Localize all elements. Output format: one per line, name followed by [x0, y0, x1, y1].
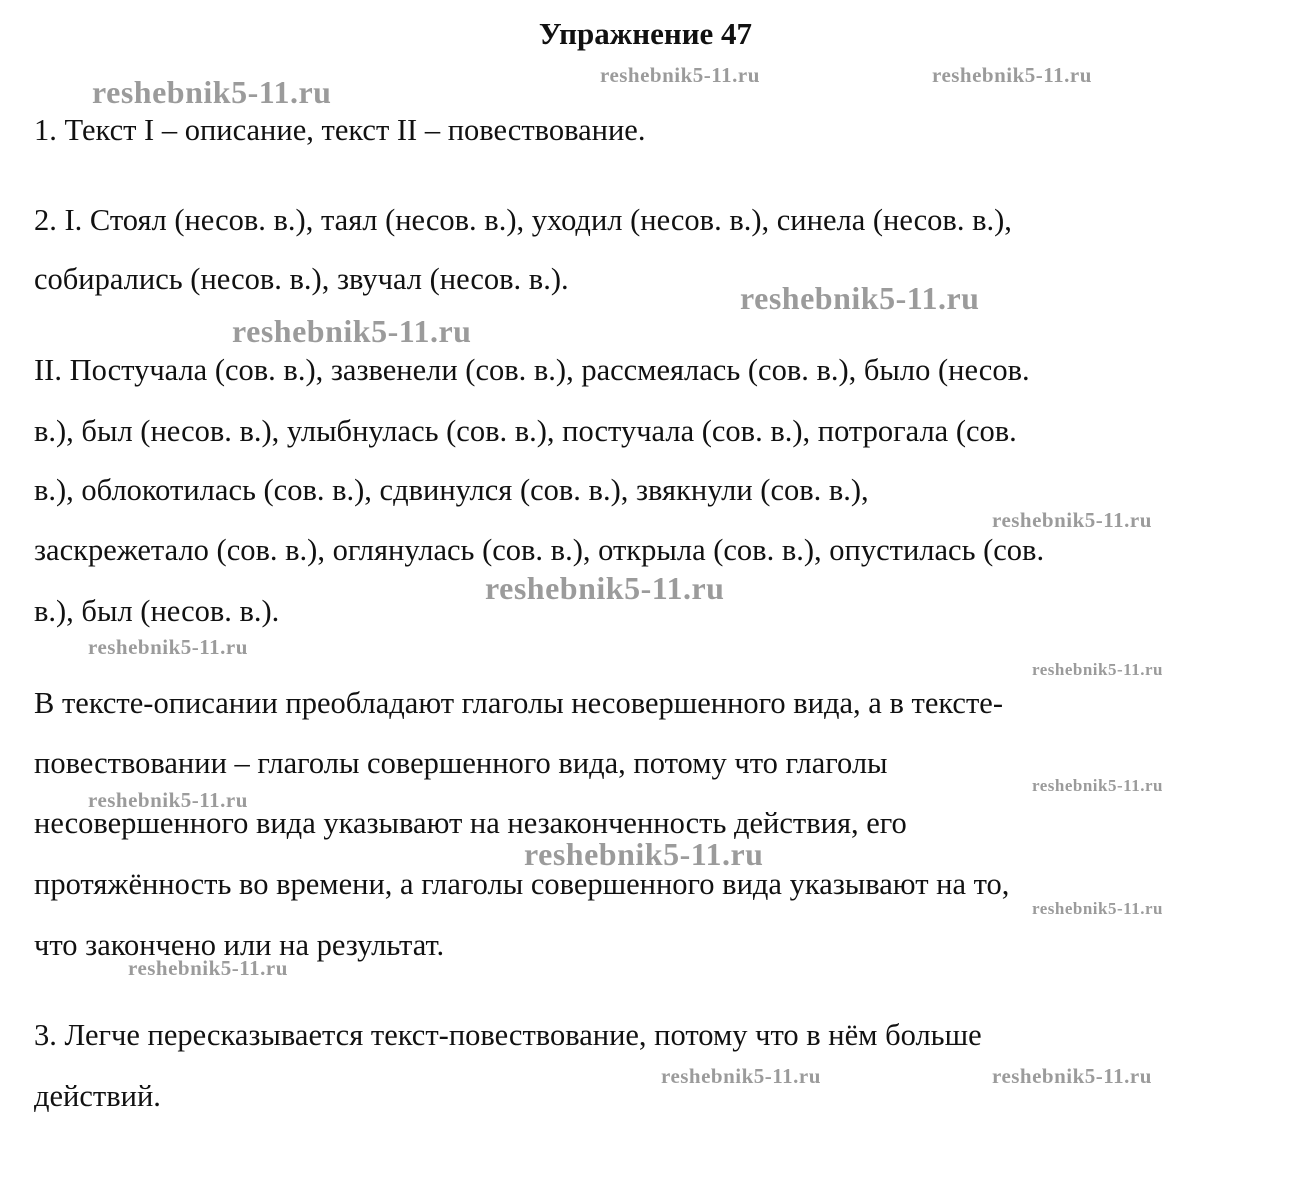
watermark: reshebnik5-11.ru [661, 1064, 821, 1088]
watermark: reshebnik5-11.ru [232, 313, 472, 349]
watermark: reshebnik5-11.ru [600, 63, 760, 87]
watermark: reshebnik5-11.ru [1032, 776, 1163, 795]
watermark: reshebnik5-11.ru [88, 635, 248, 659]
answer-2-part-2-line-5: в.), был (несов. в.). [34, 594, 280, 628]
answer-1: 1. Текст I – описание, текст II – повествование. [34, 113, 646, 147]
answer-2-part-2-line-2: в.), был (несов. в.), улыбнулась (сов. в.), постучала (сов. в.), потрогала (сов. [34, 414, 1017, 448]
watermark: reshebnik5-11.ru [524, 836, 764, 872]
watermark: reshebnik5-11.ru [992, 508, 1152, 532]
answer-2-line-1: 2. I. Стоял (несов. в.), таял (несов. в.), уходил (несов. в.), синела (несов. в.), [34, 203, 1012, 237]
answer-2-line-2: собирались (несов. в.), звучал (несов. в.). [34, 262, 569, 296]
explanation-line-5: что закончено или на результат. [34, 928, 445, 962]
answer-2-part-2-line-1: II. Постучала (сов. в.), зазвенели (сов. в.), рассмеялась (сов. в.), было (несов. [34, 353, 1030, 387]
page-title: Упражнение 47 [538, 16, 753, 51]
watermark: reshebnik5-11.ru [1032, 660, 1163, 679]
watermark: reshebnik5-11.ru [1032, 899, 1163, 918]
explanation-line-2: повествовании – глаголы совершенного вида, потому что глаголы [34, 746, 888, 780]
watermark: reshebnik5-11.ru [992, 1064, 1152, 1088]
watermark: reshebnik5-11.ru [485, 570, 725, 606]
watermark: reshebnik5-11.ru [740, 280, 980, 316]
answer-3-line-2: действий. [34, 1079, 161, 1113]
watermark: reshebnik5-11.ru [128, 956, 288, 980]
watermark: reshebnik5-11.ru [88, 788, 248, 812]
watermark: reshebnik5-11.ru [92, 74, 332, 110]
explanation-line-1: В тексте-описании преобладают глаголы несовершенного вида, а в тексте- [34, 686, 1003, 720]
answer-2-part-2-line-4: заскрежетало (сов. в.), оглянулась (сов. в.), открыла (сов. в.), опустилась (сов. [34, 533, 1045, 567]
answer-3-line-1: 3. Легче пересказывается текст-повествование, потому что в нём больше [34, 1018, 982, 1052]
answer-2-part-2-line-3: в.), облокотилась (сов. в.), сдвинулся (сов. в.), звякнули (сов. в.), [34, 473, 869, 507]
explanation-line-3: несовершенного вида указывают на незаконченность действия, его [34, 806, 907, 840]
watermark: reshebnik5-11.ru [932, 63, 1092, 87]
explanation-line-4: протяжённость во времени, а глаголы совершенного вида указывают на то, [34, 867, 1010, 901]
